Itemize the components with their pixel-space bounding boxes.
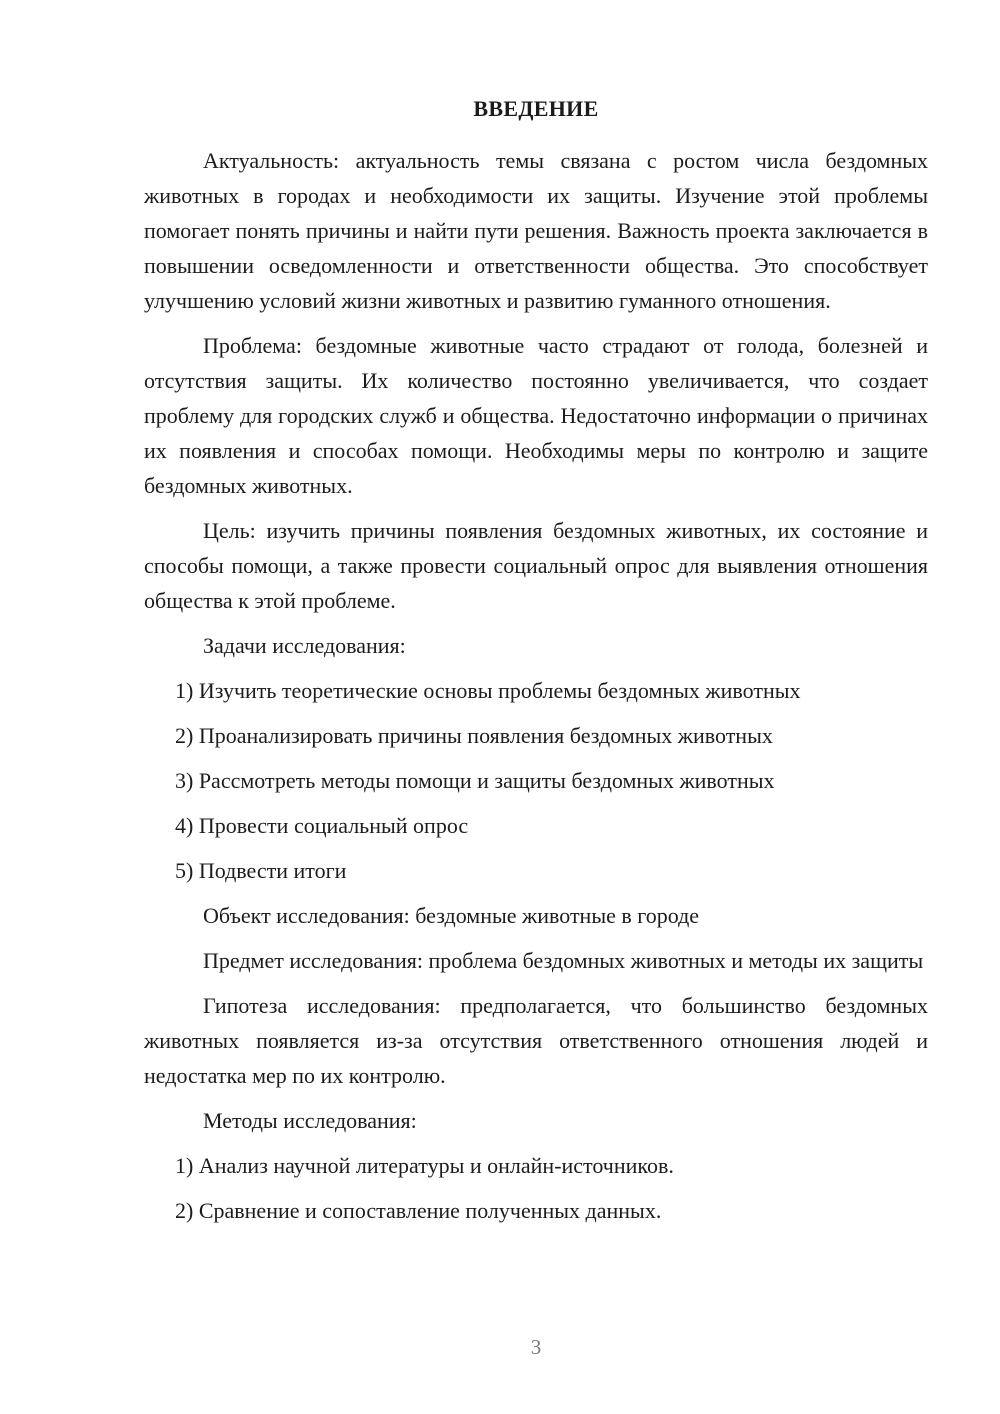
paragraph-subject: Предмет исследования: проблема бездомных животных и методы их защиты — [203, 948, 924, 973]
page-title: ВВЕДЕНИЕ — [473, 96, 599, 121]
methods-heading: Методы исследования: — [203, 1108, 417, 1133]
list-item-task: 2) Проанализировать причины появления бездомных животных — [175, 723, 773, 748]
list-item-task: 3) Рассмотреть методы помощи и защиты бездомных животных — [175, 768, 775, 793]
list-item-task: 5) Подвести итоги — [175, 858, 347, 883]
document-body — [144, 143, 928, 1238]
page-number: 3 — [530, 1335, 542, 1359]
paragraph-problem: Проблема: бездомные животные часто страдают от голода, болезней и отсутствия защиты. Их количество постоянно увеличивается, что создает проблему для городских служб и общества. Недостаточно информации о причинах их появления и способах помощи. Необходимы меры по контролю и защите бездомных животных. — [144, 333, 928, 498]
list-item-method: 2) Сравнение и сопоставление полученных данных. — [175, 1198, 662, 1223]
list-item-task: 1) Изучить теоретические основы проблемы бездомных животных — [175, 678, 801, 703]
paragraph-goal: Цель: изучить причины появления бездомных животных, их состояние и способы помощи, а также провести социальный опрос для выявления отношения общества к этой проблеме. — [144, 518, 928, 613]
paragraph-hypothesis: Гипотеза исследования: предполагается, что большинство бездомных животных появляется из-за отсутствия ответственного отношения людей и недостатка мер по их контролю. — [144, 993, 928, 1088]
paragraph-relevance: Актуальность: актуальность темы связана с ростом числа бездомных животных в городах и необходимости их защиты. Изучение этой проблемы помогает понять причины и найти пути решения. Важность проекта заключается в повышении осведомленности и ответственности общества. Это способствует улучшению условий жизни животных и развитию гуманного отношения. — [144, 148, 928, 313]
list-item-method: 1) Анализ научной литературы и онлайн-источников. — [175, 1153, 674, 1178]
tasks-heading: Задачи исследования: — [203, 633, 406, 658]
list-item-task: 4) Провести социальный опрос — [175, 813, 469, 838]
paragraph-object: Объект исследования: бездомные животные в городе — [203, 903, 700, 928]
